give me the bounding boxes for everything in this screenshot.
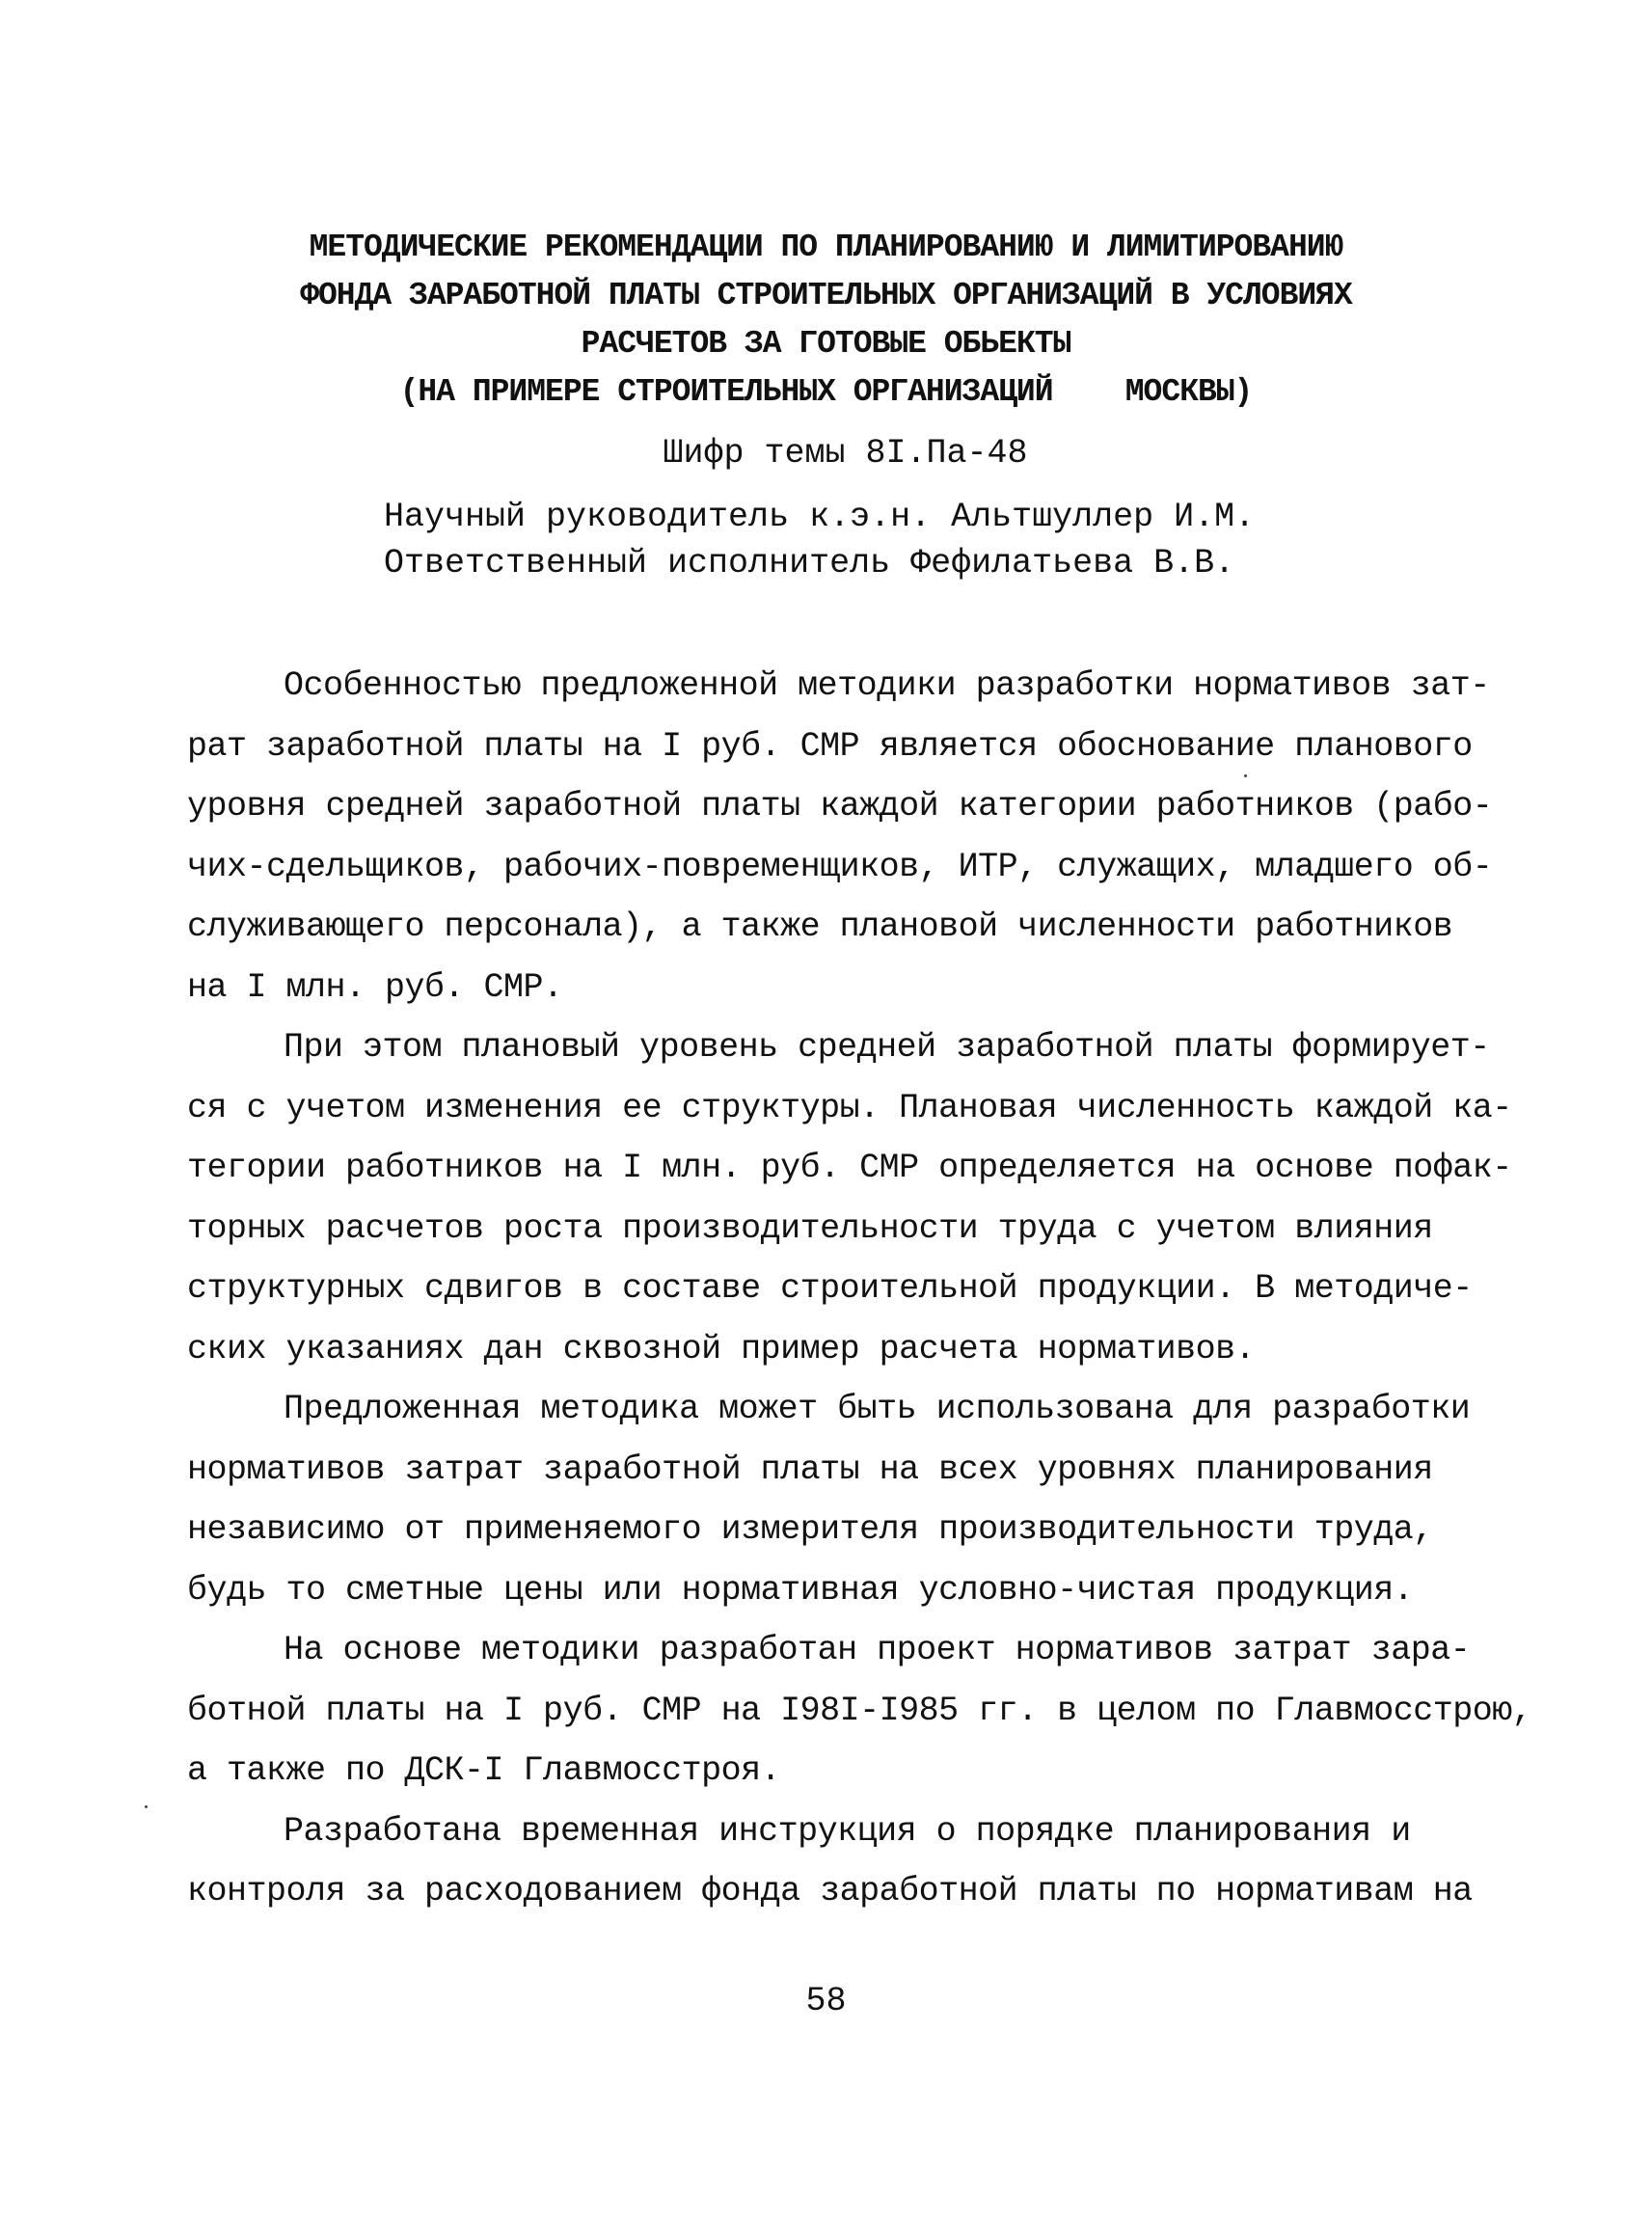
body-line: служивающего персонала), а также плановой численности работников <box>187 907 1453 946</box>
body-line: ботной платы на I руб. СМР на I98I-I985 гг. в целом по Главмосстрою, <box>187 1691 1532 1730</box>
body-line: тегории работников на I млн. руб. СМР определяется на основе пофак- <box>187 1149 1512 1187</box>
body-line: контроля за расходованием фонда заработной платы по нормативам на <box>187 1872 1473 1910</box>
title-line: МЕТОДИЧЕСКИЕ РЕКОМЕНДАЦИИ ПО ПЛАНИРОВАНИЮ И ЛИМИТИРОВАНИЮ <box>309 230 1343 265</box>
responsible-executor: Ответственный исполнитель Фефилатьева В.В. <box>384 544 1235 582</box>
body-line: структурных сдвигов в составе строительной продукции. В методиче- <box>187 1269 1473 1308</box>
body-line: на I млн. руб. СМР. <box>187 967 563 1007</box>
title-line: РАСЧЕТОВ ЗА ГОТОВЫЕ ОБЬЕКТЫ <box>581 326 1071 362</box>
body-line: ских указаниях дан сквозной пример расчета нормативов. <box>187 1329 1256 1368</box>
body-line: независимо от применяемого измерителя производительности труда, <box>187 1510 1433 1549</box>
scan-speck <box>145 1805 148 1808</box>
body-line: нормативов затрат заработной платы на всех уровнях планирования <box>187 1449 1433 1489</box>
body-line: Особенностью предложенной методики разработки нормативов зат- <box>284 666 1490 705</box>
scan-speck <box>1244 774 1247 777</box>
body-line: Предложенная методика может быть использована для разработки <box>284 1390 1471 1428</box>
body-line: Разработана временная инструкция о порядке планирования и <box>284 1811 1411 1851</box>
body-line: рат заработной платы на I руб. СМР является обоснование планового <box>187 726 1473 766</box>
body-line: При этом плановый уровень средней заработной платы формирует- <box>284 1028 1490 1067</box>
body-line: На основе методики разработан проект нормативов затрат зара- <box>284 1631 1471 1669</box>
body-line: уровня средней заработной платы каждой категории работников (рабо- <box>187 787 1493 826</box>
body-line: а также по ДСК-I Главмосстроя. <box>187 1751 781 1790</box>
authors-block <box>384 494 1255 586</box>
body-text <box>187 656 1532 1922</box>
topic-cipher: Шифр темы 8I.Па-48 <box>663 434 1028 473</box>
scientific-supervisor: Научный руководитель к.э.н. Альтшуллер И.М. <box>384 498 1256 536</box>
body-line: торных расчетов роста производительности труда с учетом влияния <box>187 1208 1433 1248</box>
body-line: будь то сметные цены или нормативная условно-чистая продукция. <box>187 1570 1414 1610</box>
page-number: 58 <box>805 1982 847 2020</box>
title-line: ФОНДА ЗАРАБОТНОЙ ПЛАТЫ СТРОИТЕЛЬНЫХ ОРГАНИЗАЦИЙ В УСЛОВИЯХ <box>300 278 1352 313</box>
body-line: ся с учетом изменения ее структуры. Плановая численность каждой ка- <box>187 1088 1512 1127</box>
document-title <box>145 224 1507 417</box>
body-line: чих-сдельщиков, рабочих-повременщиков, ИТР, служащих, младшего об- <box>187 847 1493 886</box>
title-line: (НА ПРИМЕРЕ СТРОИТЕЛЬНЫХ ОРГАНИЗАЦИЙ МОСКВЫ) <box>399 374 1253 410</box>
